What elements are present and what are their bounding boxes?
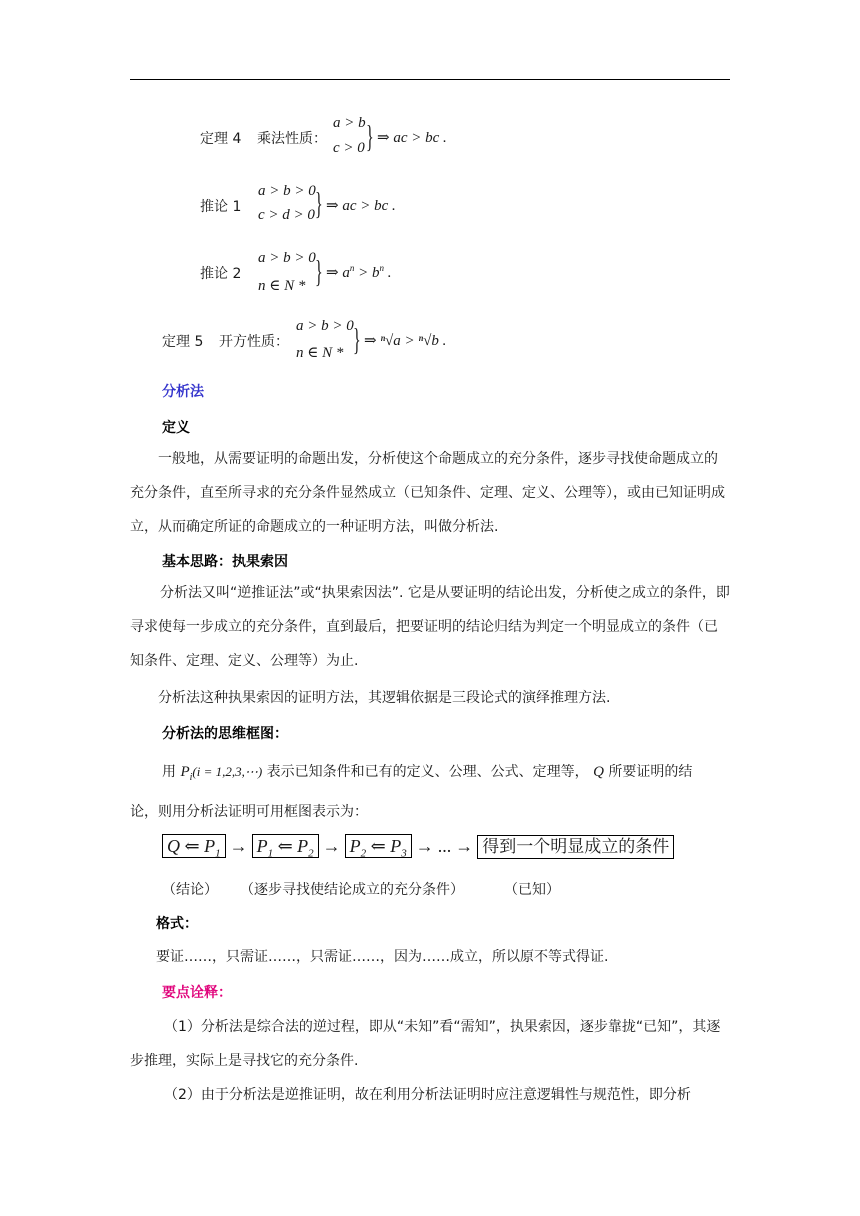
- header-rule: [130, 79, 730, 80]
- corollary2-cond2: n ∈ N *: [258, 278, 306, 294]
- note-1: （1）分析法是综合法的逆过程，即从“未知”看“需知”，执果索因，逐步靠拢“已知”，其逐步推理，实际上是寻找它的充分条件.: [130, 1019, 721, 1069]
- flow-arrow-1: →: [229, 836, 248, 856]
- theorem5-brace: }: [353, 321, 361, 357]
- flow-label-conclusion: （结论）: [162, 882, 218, 898]
- theorem5-conclusion: ⇒ ⁿ√a > ⁿ√b .: [364, 333, 447, 349]
- flow-box-3: $P_2$ ⇐ $P_3$: [345, 834, 412, 858]
- flow-arrow-3: →: [415, 836, 434, 856]
- flow-arrow-2: →: [322, 836, 341, 856]
- flow-box-2: $P_1$ ⇐ $P_2$: [252, 834, 319, 858]
- flow-box-1: Q ⇐ $P_1$: [162, 834, 226, 858]
- flow-ellipsis: ...: [437, 836, 452, 856]
- framework-pi: $P_i(i$ = 1,2,3,⋯): [180, 764, 263, 783]
- theorem5-cond2: n ∈ N *: [296, 345, 344, 361]
- corollary1-conclusion: ⇒ ac > bc .: [326, 198, 396, 214]
- idea-text: 分析法又叫“逆推证法”或“执果索因法”. 它是从要证明的结论出发，分析使之成立的条件，即寻求使每一步成立的充分条件，直到最后，把要证明的结论归结为判定一个明显成立的条件（已知条件、定理、定义、公理等）为止.: [130, 585, 730, 669]
- theorem5-name: 开方性质：: [219, 334, 289, 350]
- corollary1-label: 推论 1: [200, 199, 242, 215]
- theorem4-cond1: a > b: [333, 115, 366, 131]
- theorem5-label: 定理 5: [162, 334, 204, 350]
- analysis-title: 分析法: [162, 384, 204, 400]
- notes-title: 要点诠释：: [162, 985, 232, 1001]
- flow-label-known: （已知）: [504, 882, 560, 898]
- idea-title: 基本思路：执果索因: [162, 554, 288, 570]
- corollary2-label: 推论 2: [200, 266, 242, 282]
- flow-final-box: 得到一个明显成立的条件: [477, 835, 674, 859]
- theorem4-brace: }: [366, 118, 374, 154]
- flow-diagram: [162, 834, 674, 859]
- corollary1-cond2: c > d > 0: [258, 207, 315, 223]
- corollary1-brace: }: [315, 185, 323, 221]
- theorem4-label: 定理 4: [200, 131, 242, 147]
- theorem5-cond1: a > b > 0: [296, 318, 354, 334]
- corollary1-cond1: a > b > 0: [258, 183, 316, 199]
- corollary2-brace: }: [315, 253, 323, 289]
- note-2: （2）由于分析法是逆推证明，故在利用分析法证明时应注意逻辑性与规范性，即分析: [164, 1087, 691, 1103]
- format-title: 格式：: [156, 916, 198, 932]
- theorem4-cond2: c > 0: [333, 140, 365, 156]
- logic-text: 分析法这种执果索因的证明方法，其逻辑依据是三段论式的演绎推理方法.: [158, 690, 611, 706]
- corollary2-cond1: a > b > 0: [258, 250, 316, 266]
- framework-line2: 论，则用分析法证明可用框图表示为：: [130, 804, 368, 820]
- flow-label-middle: （逐步寻找使结论成立的充分条件）: [240, 882, 464, 898]
- framework-line1: 用 $P_i(i$ = 1,2,3,⋯) 表示已知条件和已有的定义、公理、公式、定理等， Q 所要证明的结: [162, 764, 693, 783]
- flow-arrow-4: →: [455, 836, 474, 856]
- theorem4-name: 乘法性质：: [257, 131, 327, 147]
- definition-title: 定义: [162, 420, 190, 436]
- corollary2-conclusion: ⇒ $a^n > b^n$ .: [326, 263, 392, 281]
- definition-text: 一般地，从需要证明的命题出发，分析使这个命题成立的充分条件，逐步寻找使命题成立的充分条件，直至所寻求的充分条件显然成立（已知条件、定理、定义、公理等），或由已知证明成立，从而确定所证的命题成立的一种证明方法，叫做分析法.: [130, 451, 725, 535]
- format-text: 要证……，只需证……，只需证……，因为……成立，所以原不等式得证.: [156, 949, 609, 965]
- framework-title: 分析法的思维框图：: [162, 726, 288, 742]
- theorem4-conclusion: ⇒ ac > bc .: [377, 130, 447, 146]
